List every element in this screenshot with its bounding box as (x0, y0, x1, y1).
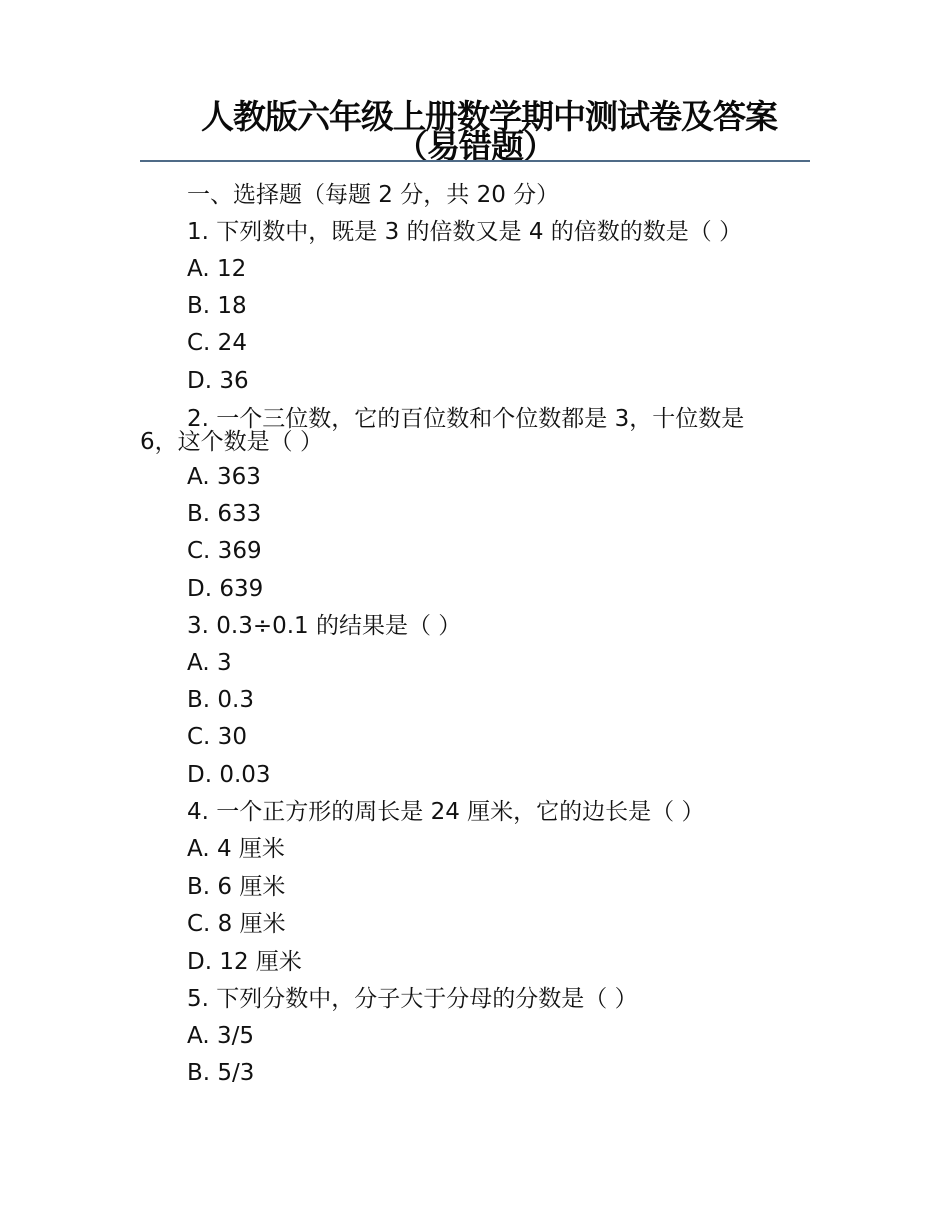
question-4-stem: 4. 一个正方形的周长是 24 厘米，它的边长是（ ） (187, 799, 705, 825)
question-1-option-d: D. 36 (187, 368, 249, 394)
question-2-option-b: B. 633 (187, 501, 262, 527)
question-5-option-b: B. 5/3 (187, 1060, 255, 1086)
question-4-option-b: B. 6 厘米 (187, 874, 286, 900)
question-2-option-a: A. 363 (187, 464, 261, 490)
question-1-option-b: B. 18 (187, 293, 247, 319)
question-3-stem: 3. 0.3÷0.1 的结果是（ ） (187, 613, 462, 639)
question-2-stem-continued: 6，这个数是（ ） (140, 429, 323, 455)
question-3-option-c: C. 30 (187, 724, 247, 750)
section-heading: 一、选择题（每题 2 分，共 20 分） (187, 182, 560, 208)
question-2-stem: 2. 一个三位数，它的百位数和个位数都是 3，十位数是 (187, 406, 745, 432)
question-2-option-d: D. 639 (187, 576, 264, 602)
title-line-2: （易错题） (395, 127, 555, 166)
question-5-option-a: A. 3/5 (187, 1023, 254, 1049)
question-4-option-c: C. 8 厘米 (187, 911, 286, 937)
question-4-option-a: A. 4 厘米 (187, 836, 285, 862)
question-2-option-c: C. 369 (187, 538, 262, 564)
question-3-option-a: A. 3 (187, 650, 232, 676)
question-1-option-a: A. 12 (187, 256, 247, 282)
question-1-option-c: C. 24 (187, 330, 247, 356)
question-3-option-b: B. 0.3 (187, 687, 254, 713)
question-3-option-d: D. 0.03 (187, 762, 271, 788)
question-4-option-d: D. 12 厘米 (187, 949, 302, 975)
question-5-stem: 5. 下列分数中，分子大于分母的分数是（ ） (187, 986, 638, 1012)
question-1-stem: 1. 下列数中，既是 3 的倍数又是 4 的倍数的数是（ ） (187, 219, 743, 245)
title-divider (140, 160, 810, 162)
title-line-1: 人教版六年级上册数学期中测试卷及答案 (201, 97, 777, 136)
page-title (140, 97, 810, 166)
